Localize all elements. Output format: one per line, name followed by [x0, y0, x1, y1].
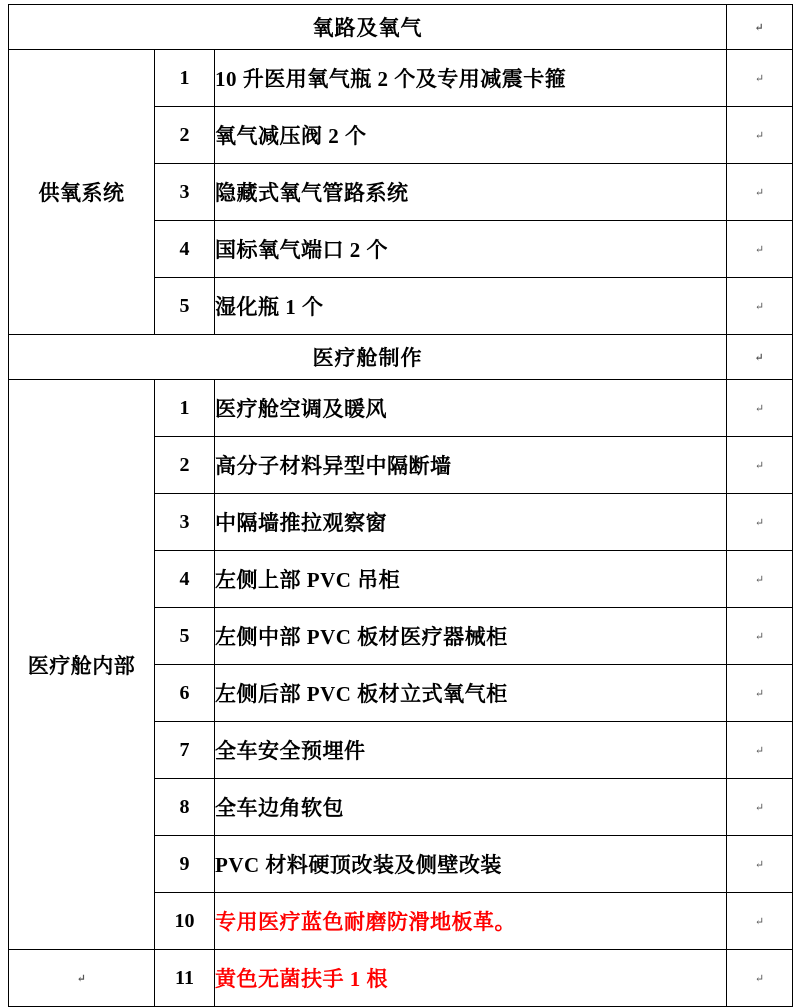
- row-mark: ↵: [727, 221, 793, 278]
- row-number: 5: [155, 608, 215, 665]
- row-number: 9: [155, 836, 215, 893]
- row-mark: ↵: [727, 551, 793, 608]
- row-number: 4: [155, 551, 215, 608]
- row-mark: ↵: [727, 164, 793, 221]
- row-number: 10: [155, 893, 215, 950]
- category-label-cabin-interior: 医疗舱内部: [9, 380, 155, 950]
- row-number: 4: [155, 221, 215, 278]
- row-number: 2: [155, 107, 215, 164]
- row-item-text: 10 升医用氧气瓶 2 个及专用减震卡箍: [215, 50, 727, 107]
- table-row: [9, 950, 793, 1007]
- row-item-text: 左侧上部 PVC 吊柜: [215, 551, 727, 608]
- row-number: 3: [155, 494, 215, 551]
- row-item-text: 医疗舱空调及暖风: [215, 380, 727, 437]
- row-number: 7: [155, 722, 215, 779]
- row-item-text: 国标氧气端口 2 个: [215, 221, 727, 278]
- row-mark: ↵: [727, 950, 793, 1007]
- row-number: 2: [155, 437, 215, 494]
- row-mark: ↵: [727, 278, 793, 335]
- row-number: 11: [155, 950, 215, 1007]
- table-row-section-header: [9, 335, 793, 380]
- section-header-oxygen: 氧路及氧气: [9, 5, 727, 50]
- row-mark: ↵: [727, 893, 793, 950]
- table-row: [9, 50, 793, 107]
- table-row-section-header: [9, 5, 793, 50]
- row-item-text: 左侧后部 PVC 板材立式氧气柜: [215, 665, 727, 722]
- category-label-oxygen-system: 供氧系统: [9, 50, 155, 335]
- row-item-text: 全车边角软包: [215, 779, 727, 836]
- row-item-text: 氧气减压阀 2 个: [215, 107, 727, 164]
- row-item-text: 专用医疗蓝色耐磨防滑地板革。: [215, 893, 727, 950]
- row-mark: ↵: [727, 836, 793, 893]
- row-number: 3: [155, 164, 215, 221]
- category-cell-empty: ↵: [9, 950, 155, 1007]
- section-header-mark: ↵: [727, 5, 793, 50]
- row-mark: ↵: [727, 665, 793, 722]
- row-item-text: 湿化瓶 1 个: [215, 278, 727, 335]
- row-item-text: 左侧中部 PVC 板材医疗器械柜: [215, 608, 727, 665]
- row-mark: ↵: [727, 380, 793, 437]
- row-mark: ↵: [727, 722, 793, 779]
- row-number: 8: [155, 779, 215, 836]
- row-mark: ↵: [727, 50, 793, 107]
- section-header-medical-cabin: 医疗舱制作: [9, 335, 727, 380]
- row-number: 6: [155, 665, 215, 722]
- row-item-text: 黄色无菌扶手 1 根: [215, 950, 727, 1007]
- row-number: 1: [155, 380, 215, 437]
- row-number: 5: [155, 278, 215, 335]
- row-number: 1: [155, 50, 215, 107]
- configuration-table: [8, 4, 793, 1007]
- row-mark: ↵: [727, 779, 793, 836]
- row-item-text: PVC 材料硬顶改装及侧壁改装: [215, 836, 727, 893]
- row-item-text: 中隔墙推拉观察窗: [215, 494, 727, 551]
- table-row: [9, 380, 793, 437]
- row-item-text: 高分子材料异型中隔断墙: [215, 437, 727, 494]
- section-header-mark: ↵: [727, 335, 793, 380]
- row-mark: ↵: [727, 608, 793, 665]
- row-mark: ↵: [727, 437, 793, 494]
- row-item-text: 隐藏式氧气管路系统: [215, 164, 727, 221]
- row-item-text: 全车安全预埋件: [215, 722, 727, 779]
- row-mark: ↵: [727, 107, 793, 164]
- row-mark: ↵: [727, 494, 793, 551]
